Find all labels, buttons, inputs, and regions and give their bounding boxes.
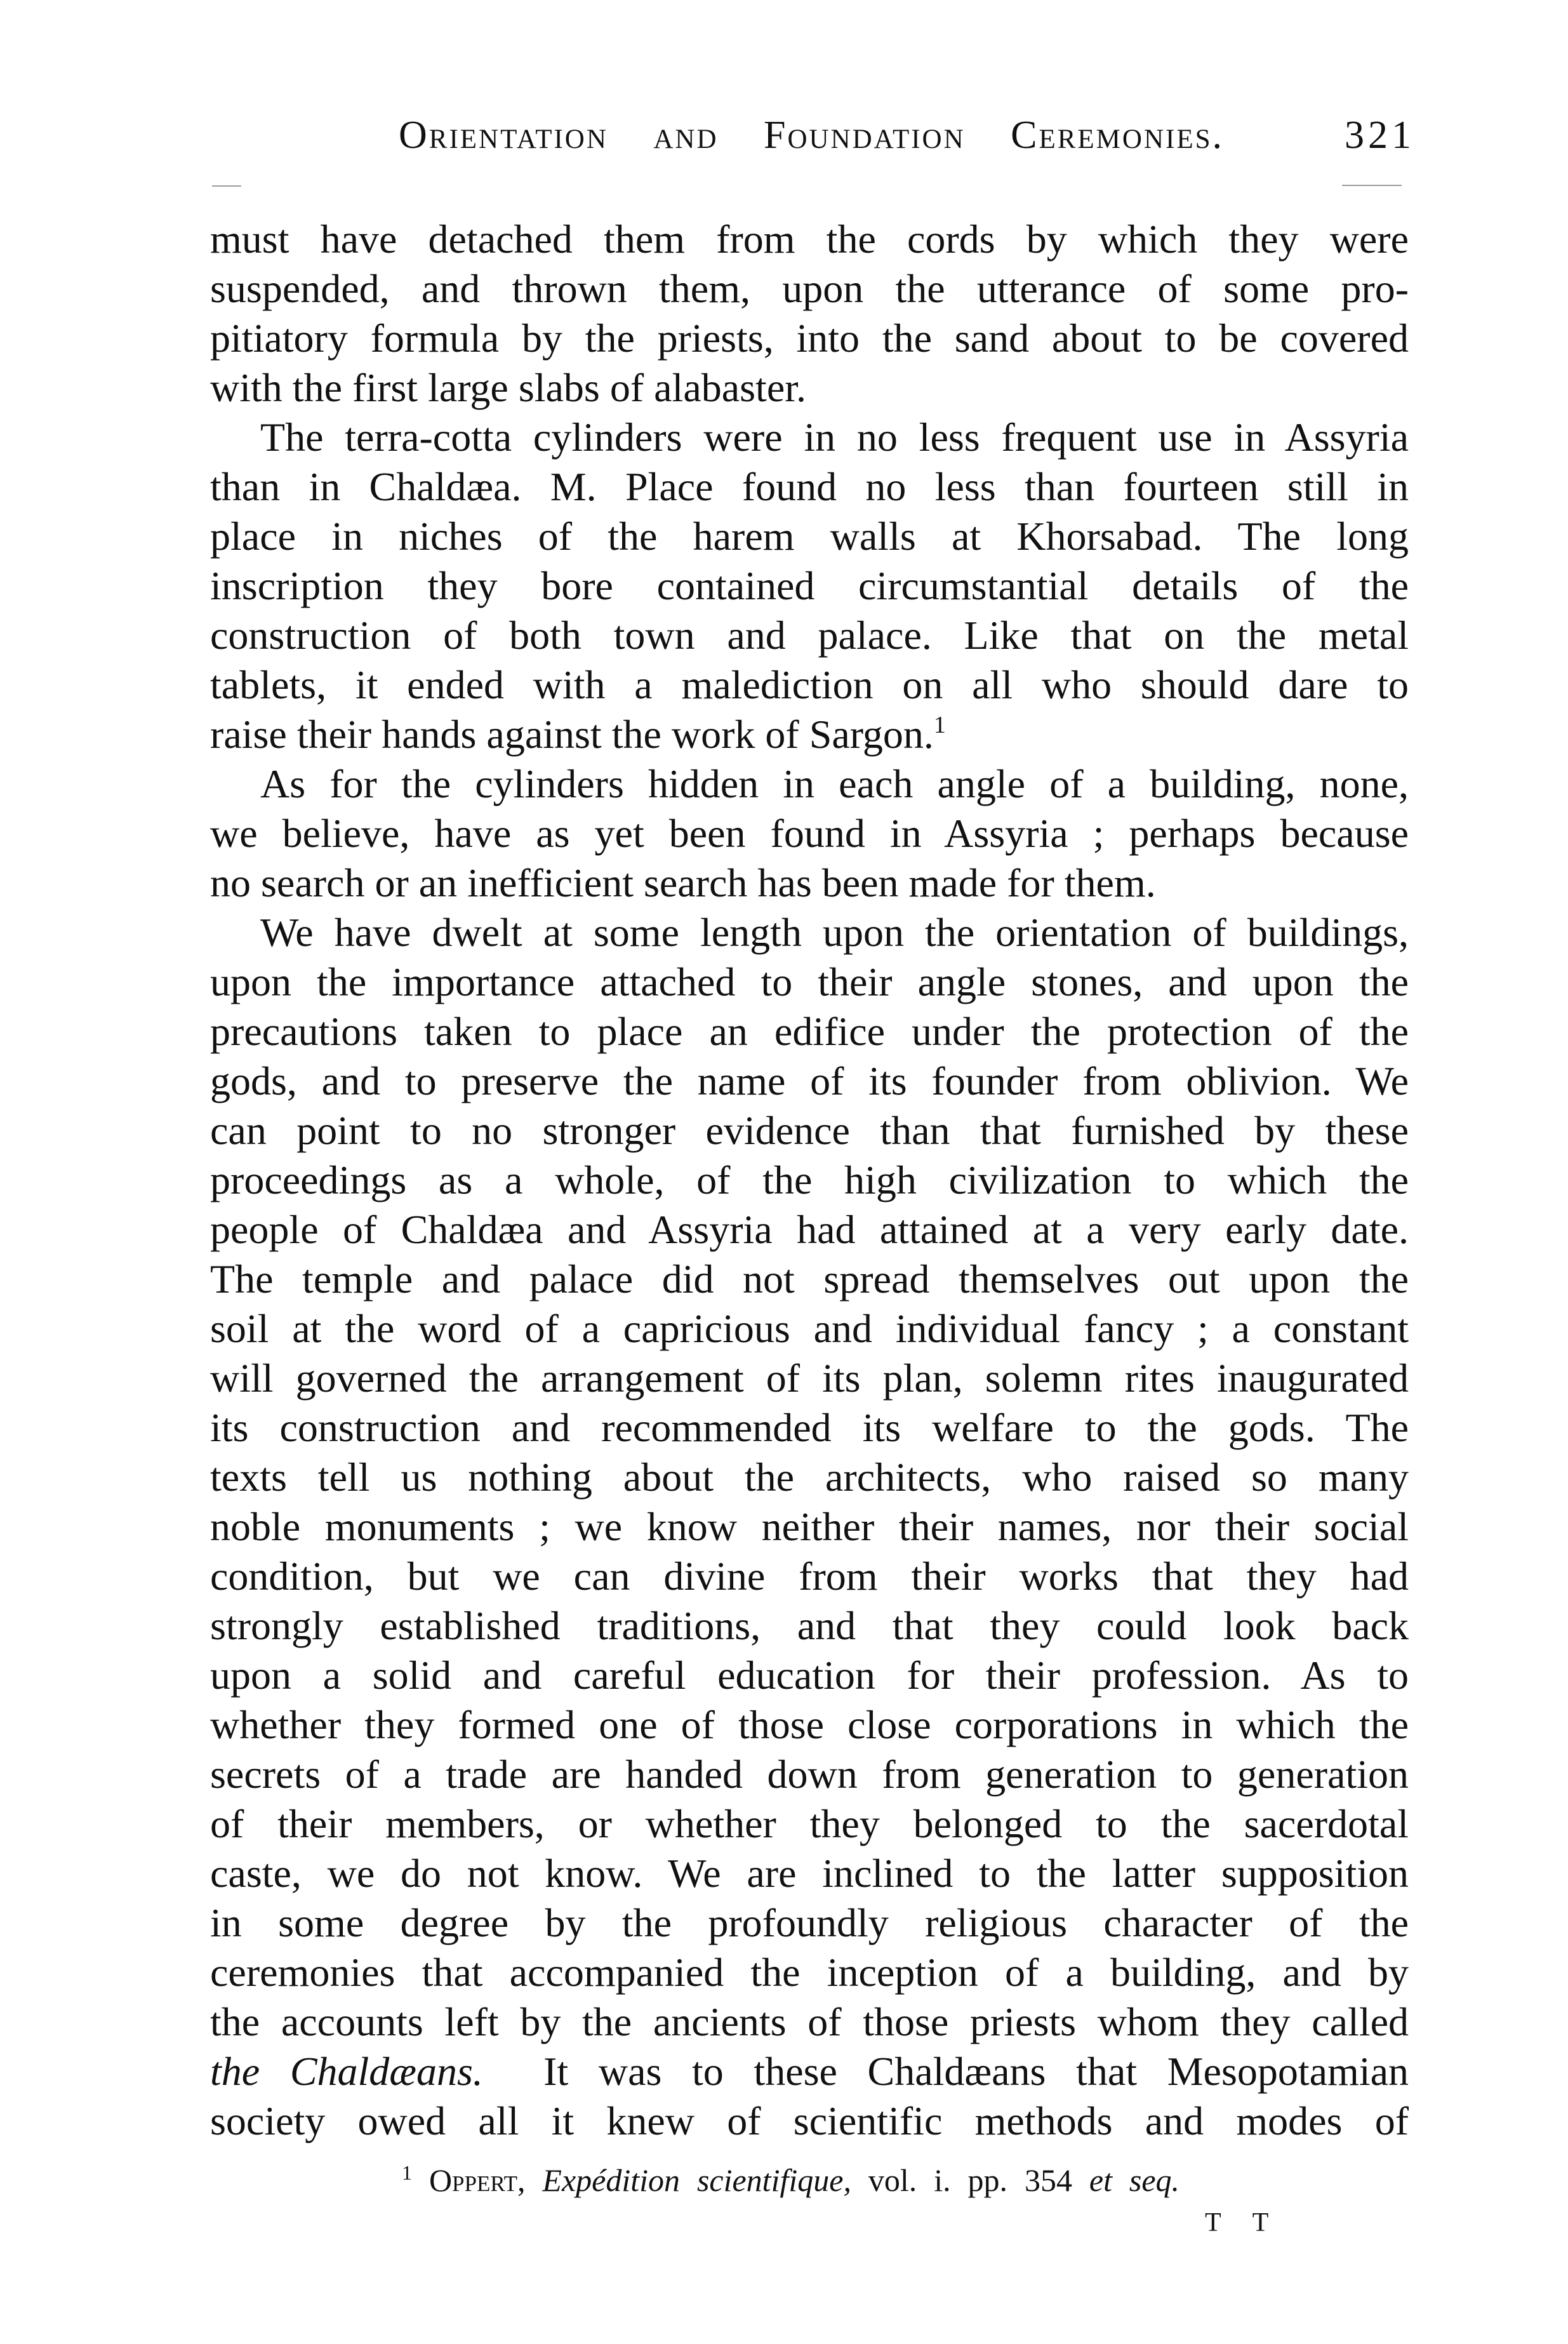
text-line [210,1997,1409,2047]
text-line [210,264,1409,314]
footnote-title: Expédition scientifique, [542,2162,851,2198]
line-text: place in niches of the harem walls at Khorsabad. The long [210,514,1409,559]
line-text: the accounts left by the ancients of those priests whom they called [210,1999,1409,2044]
line-text: whether they formed one of those close corporations in which the [210,1702,1409,1747]
line-text: secrets of a trade are handed down from generation to generation [210,1752,1409,1797]
line-text: We have dwelt at some length upon the orientation of buildings, [260,910,1409,955]
text-line [210,363,1409,413]
line-text: strongly established traditions, and that they could look back [210,1603,1409,1648]
text-line [210,1056,1409,1106]
line-text: in some degree by the profoundly religious character of the [210,1900,1409,1945]
footnote-number: 1 [402,2161,412,2184]
text-line [210,1601,1409,1651]
text-line [210,2047,1409,2096]
line-text: pitiatory formula by the priests, into the sand about to be covered [210,316,1409,361]
header-rule-left [212,185,241,187]
text-line [210,1007,1409,1056]
text-line [210,611,1409,660]
text-line [210,512,1409,561]
footnote [402,2160,1179,2201]
text-line [210,462,1409,512]
text-line [210,1799,1409,1849]
text-line [210,957,1409,1007]
line-text: suspended, and thrown them, upon the utterance of some pro- [210,266,1409,311]
line-text: its construction and recommended its welfare to the gods. The [210,1405,1409,1450]
text-line [210,1453,1409,1502]
line-text: must have detached them from the cords by which they were [210,216,1409,262]
paragraph-start-line [260,759,1409,809]
line-text: caste, we do not know. We are inclined to the latter supposition [210,1851,1409,1896]
text-line [210,1106,1409,1155]
line-text: no search or an inefficient search has been made for them. [210,860,1156,905]
line-text: It was to these Chaldæans that Mesopotamian [482,2049,1409,2094]
line-text: noble monuments ; we know neither their names, nor their social [210,1504,1409,1549]
line-text: can point to no stronger evidence than that furnished by these [210,1108,1409,1153]
text-line [210,2096,1409,2146]
running-head-title: Orientation and Foundation Ceremonies. [399,114,1224,157]
line-text: society owed all it knew of scientific methods and modes of [210,2098,1409,2143]
line-text: upon the importance attached to their angle stones, and upon the [210,959,1409,1004]
line-text: inscription they bore contained circumstantial details of the [210,563,1409,608]
text-line [210,1700,1409,1750]
line-text: The temple and palace did not spread themselves out upon the [210,1256,1409,1302]
line-text: The terra-cotta cylinders were in no less frequent use in Assyria [260,415,1409,460]
line-text: tablets, it ended with a malediction on all who should dare to [210,662,1409,707]
text-line [210,1552,1409,1601]
text-line [210,1205,1409,1255]
text-line [210,1304,1409,1354]
footnote-author: Oppert, [429,2162,526,2198]
text-line [210,1403,1409,1453]
text-line [210,314,1409,363]
line-text: condition, but we can divine from their works that they had [210,1554,1409,1599]
text-line [210,858,1409,908]
line-text: will governed the arrangement of its plan, solemn rites inaugurated [210,1355,1409,1401]
line-text: people of Chaldæa and Assyria had attained at a very early date. [210,1207,1409,1252]
line-text: soil at the word of a capricious and individual fancy ; a constant [210,1306,1409,1351]
line-text: construction of both town and palace. Like that on the metal [210,613,1409,658]
text-line [210,1948,1409,1997]
text-line [210,1849,1409,1898]
line-text: ceremonies that accompanied the inception of a building, and by [210,1950,1409,1995]
header-rule-right [1342,185,1402,186]
paragraph-start-line [260,908,1409,957]
text-line [210,1651,1409,1700]
line-text: As for the cylinders hidden in each angle of a building, none, [260,761,1409,806]
paragraph-start-line [260,413,1409,462]
line-text: we believe, have as yet been found in Assyria ; perhaps because [210,811,1409,856]
signature-mark: T T [1205,2208,1282,2237]
text-line [210,1898,1409,1948]
text-line [210,710,1409,759]
text-line [210,215,1409,264]
line-text: proceedings as a whole, of the high civilization to which the [210,1157,1409,1202]
page-number: 321 [1345,114,1415,157]
text-line [210,809,1409,858]
text-line [210,1155,1409,1205]
text-line [210,1354,1409,1403]
footnote-citation: vol. i. pp. 354 [868,2162,1072,2198]
text-line [210,1255,1409,1304]
text-line [210,660,1409,710]
italic-term: the Chaldæans. [210,2049,483,2094]
footnote-suffix: et seq. [1089,2162,1180,2198]
text-line [210,1750,1409,1799]
line-text: of their members, or whether they belonged to the sacerdotal [210,1801,1409,1846]
line-text: raise their hands against the work of Sargon. [210,712,934,757]
line-text: gods, and to preserve the name of its founder from oblivion. We [210,1058,1409,1103]
footnote-reference[interactable]: 1 [933,712,946,738]
text-line [210,561,1409,611]
line-text: upon a solid and careful education for their profession. As to [210,1653,1409,1698]
line-text: precautions taken to place an edifice under the protection of the [210,1009,1409,1054]
text-line [210,1502,1409,1552]
line-text: with the first large slabs of alabaster. [210,365,806,410]
line-text: texts tell us nothing about the architects, who raised so many [210,1455,1409,1500]
line-text: than in Chaldæa. M. Place found no less than fourteen still in [210,464,1409,509]
